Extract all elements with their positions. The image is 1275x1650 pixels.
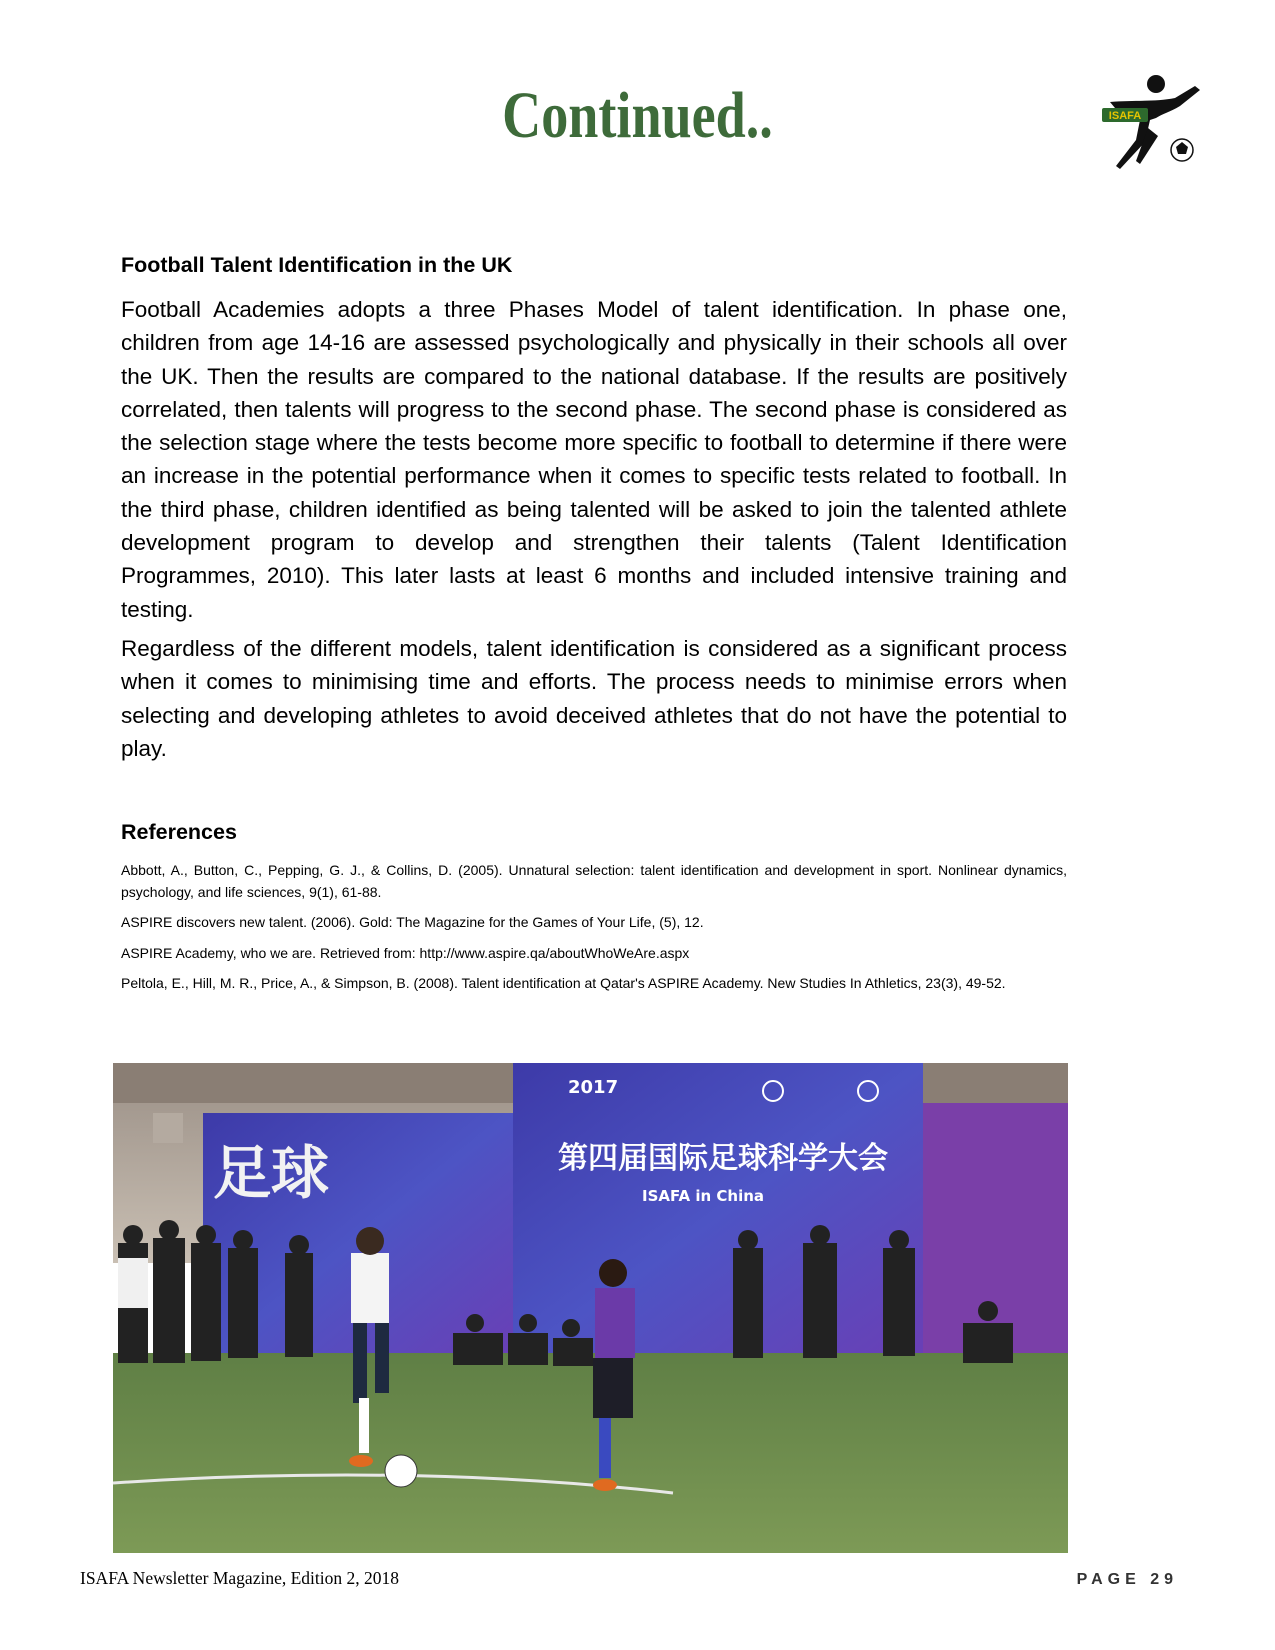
section-heading: Football Talent Identification in the UK — [121, 253, 513, 277]
banner-subtitle: ISAFA in China — [641, 1187, 765, 1205]
reference-item: ASPIRE Academy, who we are. Retrieved from: http://www.aspire.qa/aboutWhoWeAre.aspx — [121, 944, 690, 961]
footer-page-number: PAGE 29 — [1076, 1571, 1178, 1588]
page-title: Continued.. — [502, 79, 773, 152]
body-paragraph: Regardless of the different models, talent identification is considered as a significant process when it comes to minimising time and efforts. The process needs to minimise errors when selecting and developing athletes to avoid deceived athletes that do not have the potential to play. — [121, 636, 1067, 761]
event-photo — [113, 1063, 1068, 1553]
banner-chars: 足球 — [213, 1139, 330, 1207]
logo-text: ISAFA — [1108, 110, 1142, 122]
banner-title-cn: 第四届国际足球科学大会 — [558, 1141, 888, 1176]
isafa-logo — [1100, 72, 1210, 182]
references-list — [121, 860, 1067, 1004]
reference-item: Abbott, A., Button, C., Pepping, G. J., & Collins, D. (2005). Unnatural selection: talent identification and development in sport. Nonlinear dynamics, psychology, and life sciences, 9(1), 61-88. — [121, 862, 1067, 900]
reference-item: Peltola, E., Hill, M. R., Price, A., & Simpson, B. (2008). Talent identification at Qatar's ASPIRE Academy. New Studies In Athletics, 23(3), 49-52. — [121, 975, 1006, 991]
body-paragraph: Football Academies adopts a three Phases Model of talent identification. In phase one, children from age 14-16 are assessed psychologically and physically in their schools all over the UK. Then the results are compared to the national database. If the results are positively correlated, then talents will progress to the second phase. The second phase is considered as the selection stage where the tests become more specific to football to determine if there were an increase in the potential performance when it comes to specific tests related to football. In the third phase, children identified as being talented will be asked to join the talented athlete development program to develop and strengthen their talents (Talent Identification Programmes, 2010). This later lasts at least 6 months and included intensive training and testing. — [121, 297, 1067, 622]
references-heading: References — [121, 820, 237, 844]
footer-publication: ISAFA Newsletter Magazine, Edition 2, 2018 — [80, 1568, 399, 1588]
reference-item: ASPIRE discovers new talent. (2006). Gold: The Magazine for the Games of Your Life, (5), 12. — [121, 914, 704, 930]
banner-year: 2017 — [568, 1077, 619, 1098]
